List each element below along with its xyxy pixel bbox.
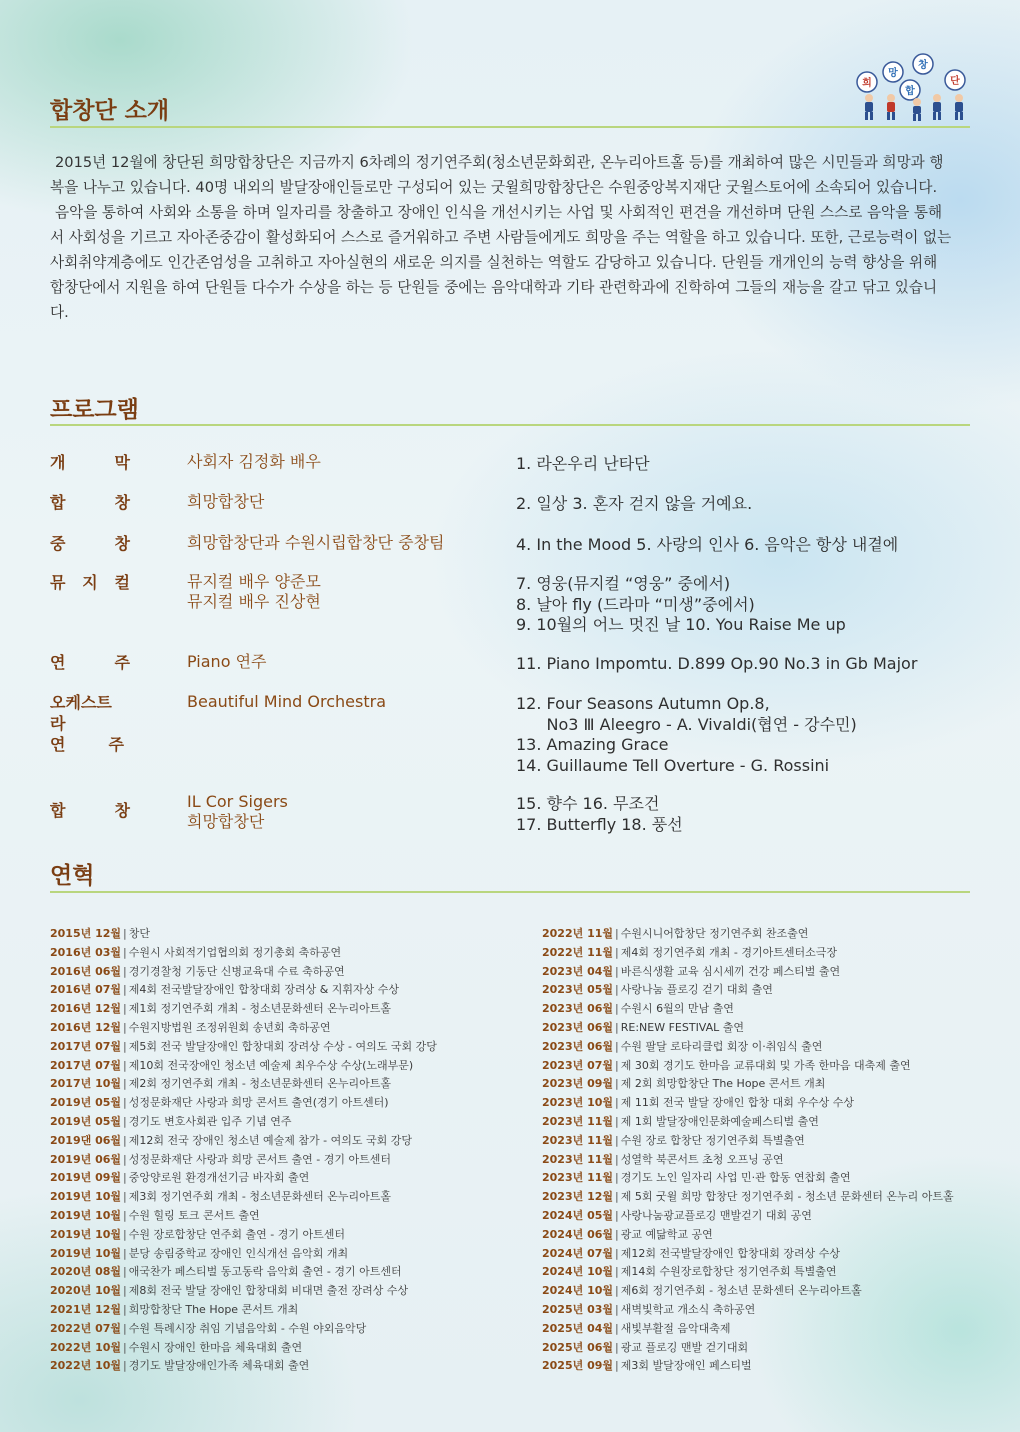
performer-line: 사회자 김정화 배우 bbox=[187, 452, 321, 471]
history-separator: | bbox=[123, 945, 127, 959]
history-item bbox=[50, 963, 437, 982]
history-text: 성정문화재단 사랑과 희망 콘서트 출연 - 경기 아트센터 bbox=[128, 1152, 391, 1166]
history-item bbox=[542, 1320, 954, 1339]
song-line: 8. 날아 fly (드라마 “미생”중에서) bbox=[516, 594, 755, 614]
history-text: 사랑나눔광교플로깅 맨발걷기 대회 공연 bbox=[620, 1208, 812, 1222]
history-separator: | bbox=[123, 1321, 127, 1335]
history-item bbox=[542, 981, 954, 1000]
category-label: 뮤 지 컬 bbox=[50, 573, 130, 592]
category-label: 연 주 bbox=[50, 653, 130, 672]
logo-char-1: 희 bbox=[862, 78, 872, 89]
history-item bbox=[50, 1075, 437, 1094]
history-date: 2022년 11월 bbox=[542, 927, 614, 940]
history-item bbox=[50, 1188, 437, 1207]
history-separator: | bbox=[123, 1246, 127, 1260]
program-songs bbox=[516, 694, 857, 776]
intro-rule bbox=[50, 126, 970, 128]
history-date: 2025년 06월 bbox=[542, 1340, 614, 1354]
history-separator: | bbox=[615, 1096, 619, 1110]
category-label: 오케스트라 bbox=[50, 693, 112, 733]
history-date: 2017년 07월 bbox=[50, 1039, 122, 1053]
performer-line: Beautiful Mind Orchestra bbox=[187, 692, 387, 711]
history-date: 2021년 12월 bbox=[50, 1302, 122, 1316]
song-line: 4. In the Mood 5. 사랑의 인사 6. 음악은 항상 내곁에 bbox=[516, 535, 899, 554]
history-separator: | bbox=[615, 1020, 619, 1034]
history-item bbox=[50, 1169, 437, 1188]
history-item bbox=[50, 1094, 437, 1113]
history-item bbox=[542, 1245, 954, 1264]
performer-line: 희망합창단 bbox=[187, 812, 265, 831]
history-separator: | bbox=[123, 1302, 127, 1316]
song-line: 7. 영웅(뮤지컬 “영웅” 중에서) bbox=[516, 574, 731, 593]
history-date: 2025년 04월 bbox=[542, 1321, 614, 1335]
logo-char-2: 망 bbox=[888, 68, 898, 79]
history-separator: | bbox=[615, 1058, 619, 1072]
history-text: 제12회 전국 장애인 청소년 예술제 참가 - 여의도 국회 강당 bbox=[128, 1133, 412, 1147]
history-separator: | bbox=[615, 1190, 619, 1204]
history-date: 2015년 12월 bbox=[50, 927, 122, 940]
history-separator: | bbox=[615, 1152, 619, 1166]
history-text: 제1회 정기연주회 개최 - 청소년문화센터 온누리아트홀 bbox=[128, 1002, 391, 1016]
history-date: 2022년 11월 bbox=[542, 945, 614, 959]
history-date: 2019년 10월 bbox=[50, 1208, 122, 1222]
choir-logo bbox=[855, 52, 975, 122]
song-line: 17. Butterfly 18. 풍선 bbox=[516, 814, 683, 834]
history-text: 제2회 정기연주회 개최 - 청소년문화센터 온누리아트홀 bbox=[128, 1077, 391, 1091]
song-line: No3 Ⅲ Aleegro - A. Vivaldi(협연 - 강수민) bbox=[516, 714, 857, 734]
history-separator: | bbox=[123, 1002, 127, 1016]
history-date: 2017년 07월 bbox=[50, 1058, 122, 1072]
program-songs bbox=[516, 794, 683, 835]
history-item bbox=[542, 963, 954, 982]
program-performer bbox=[187, 492, 264, 512]
history-item bbox=[542, 1075, 954, 1094]
history-date: 2016년 07월 bbox=[50, 983, 122, 997]
history-separator: | bbox=[123, 983, 127, 997]
history-rule bbox=[50, 891, 970, 893]
history-separator: | bbox=[615, 1171, 619, 1185]
history-separator: | bbox=[615, 1359, 619, 1373]
history-text: 수원 팔달 로타리클럽 회장 이·취임식 출연 bbox=[620, 1039, 823, 1053]
history-separator: | bbox=[615, 1002, 619, 1016]
history-separator: | bbox=[123, 1096, 127, 1110]
history-separator: | bbox=[123, 1208, 127, 1222]
history-text: 수원지방법원 조정위원회 송년회 축하공연 bbox=[128, 1020, 331, 1034]
category-label: 합 창 bbox=[50, 493, 130, 512]
history-separator: | bbox=[123, 1284, 127, 1298]
song-line: 9. 10월의 어느 멋진 날 10. You Raise Me up bbox=[516, 615, 846, 634]
history-text: 희망합창단 The Hope 콘서트 개최 bbox=[128, 1302, 299, 1316]
history-item bbox=[50, 1263, 437, 1282]
history-list-left bbox=[50, 925, 437, 1376]
history-separator: | bbox=[615, 1265, 619, 1279]
history-text: 제5회 전국 발달장애인 합창대회 장려상 수상 - 여의도 국회 강당 bbox=[128, 1039, 437, 1053]
history-date: 2022년 10월 bbox=[50, 1340, 122, 1354]
history-separator: | bbox=[615, 983, 619, 997]
category-label: 합 창 bbox=[50, 801, 130, 820]
history-date: 2023년 11월 bbox=[542, 1133, 614, 1147]
history-date: 2023년 07월 bbox=[542, 1058, 614, 1072]
program-songs bbox=[516, 535, 898, 556]
history-separator: | bbox=[123, 964, 127, 978]
program-performer bbox=[187, 652, 266, 672]
history-text: 수원시 6월의 만남 출연 bbox=[620, 1002, 734, 1016]
history-date: 2016년 06월 bbox=[50, 964, 122, 978]
category-label: 중 창 bbox=[50, 534, 130, 553]
history-text: 경기경찰청 기동단 신병교육대 수료 축하공연 bbox=[128, 964, 345, 978]
history-item bbox=[542, 1207, 954, 1226]
history-separator: | bbox=[123, 1171, 127, 1185]
history-text: 수원시 사회적기업협의회 정기총회 축하공연 bbox=[128, 945, 342, 959]
program-category bbox=[50, 533, 130, 554]
history-date: 2017년 10월 bbox=[50, 1077, 122, 1091]
history-date: 2019년 10월 bbox=[50, 1190, 122, 1204]
history-separator: | bbox=[615, 1340, 619, 1354]
history-date: 2019년 10월 bbox=[50, 1227, 122, 1241]
history-date: 2023년 05월 bbox=[542, 983, 614, 997]
history-text: 제 5회 굿윌 희망 합창단 정기연주회 - 청소년 문화센터 온누리 아트홀 bbox=[620, 1190, 954, 1204]
history-separator: | bbox=[123, 1058, 127, 1072]
history-date: 2024년 07월 bbox=[542, 1246, 614, 1260]
program-category bbox=[50, 572, 130, 593]
history-separator: | bbox=[615, 1208, 619, 1222]
history-item bbox=[542, 1226, 954, 1245]
history-separator: | bbox=[615, 1227, 619, 1241]
history-item bbox=[50, 1245, 437, 1264]
history-date: 2019년 05월 bbox=[50, 1096, 122, 1110]
history-item bbox=[50, 1019, 437, 1038]
program-performer bbox=[187, 533, 444, 553]
history-item bbox=[50, 1038, 437, 1057]
history-item bbox=[542, 1019, 954, 1038]
history-separator: | bbox=[615, 1302, 619, 1316]
history-date: 2023년 06월 bbox=[542, 1020, 614, 1034]
history-date: 2019년 09월 bbox=[50, 1171, 122, 1185]
history-text: 제14회 수원장로합창단 정기연주회 특별출연 bbox=[620, 1265, 837, 1279]
history-text: 제8회 전국 발달 장애인 합창대회 비대면 출전 장려상 수상 bbox=[128, 1284, 409, 1298]
history-date: 2016년 03월 bbox=[50, 945, 122, 959]
history-date: 2025년 03월 bbox=[542, 1302, 614, 1316]
intro-text bbox=[50, 150, 955, 325]
history-item bbox=[50, 1057, 437, 1076]
history-text: 제3회 정기연주회 개최 - 청소년문화센터 온누리아트홀 bbox=[128, 1190, 391, 1204]
song-line: 13. Amazing Grace bbox=[516, 735, 669, 754]
history-item bbox=[542, 1038, 954, 1057]
performer-line: Piano 연주 bbox=[187, 652, 267, 671]
program-rule bbox=[50, 424, 970, 426]
history-item bbox=[542, 1339, 954, 1358]
history-text: 새벽빛학교 개소식 축하공연 bbox=[620, 1302, 756, 1316]
program-category bbox=[50, 492, 130, 513]
history-item bbox=[542, 1169, 954, 1188]
history-item bbox=[542, 1151, 954, 1170]
history-item bbox=[542, 925, 954, 944]
program-performer bbox=[187, 452, 321, 472]
history-text: 성정문화재단 사랑과 희망 콘서트 출연(경기 아트센터) bbox=[128, 1096, 389, 1110]
history-date: 2024년 10월 bbox=[542, 1265, 614, 1279]
history-date: 2023년 06월 bbox=[542, 1002, 614, 1016]
history-text: 제 2회 희망합창단 The Hope 콘서트 개최 bbox=[620, 1077, 826, 1091]
history-separator: | bbox=[615, 964, 619, 978]
history-date: 2016년 12월 bbox=[50, 1020, 122, 1034]
history-date: 2023년 11월 bbox=[542, 1171, 614, 1185]
history-separator: | bbox=[123, 1227, 127, 1241]
history-date: 2023년 11월 bbox=[542, 1114, 614, 1128]
history-date: 2019년 06월 bbox=[50, 1152, 122, 1166]
history-text: 수원 장로합창단 연주회 출연 - 경기 아트센터 bbox=[128, 1227, 345, 1241]
program-performer bbox=[187, 572, 321, 612]
history-separator: | bbox=[615, 1284, 619, 1298]
history-text: 광교 플로깅 맨발 걷기대회 bbox=[620, 1340, 749, 1354]
intro-paragraph-1: 2015년 12월에 창단된 희망합창단은 지금까지 6차례의 정기연주회(청소년문화회관, 온누리아트홀 등)를 개최하여 많은 시민들과 희망과 행복을 나누고 있습니다. 40명 내외의 발달장애인들로만 구성되어 있는 굿윌희망합창단은 수원중앙복지재단 굿윌스토어에 소속되어 있습니다. bbox=[50, 154, 944, 196]
performer-line: 뮤지컬 배우 양준모 bbox=[187, 572, 321, 591]
history-text: 제4회 전국발달장애인 합창대회 장려상 & 지휘자상 수상 bbox=[128, 983, 400, 997]
history-date: 2024년 05월 bbox=[542, 1208, 614, 1222]
history-date: 2023년 04월 bbox=[542, 964, 614, 978]
history-item bbox=[50, 1226, 437, 1245]
history-text: 제6회 정기연주회 - 청소년 문화센터 온누리아트홀 bbox=[620, 1284, 862, 1298]
performer-line: IL Cor Sigers bbox=[187, 792, 288, 811]
history-separator: | bbox=[615, 1133, 619, 1147]
history-date: 2023년 12월 bbox=[542, 1190, 614, 1204]
history-text: 제 30회 경기도 한마음 교류대회 및 가족 한마음 대축제 출연 bbox=[620, 1058, 911, 1072]
history-separator: | bbox=[123, 1039, 127, 1053]
history-date: 2016년 12월 bbox=[50, 1002, 122, 1016]
history-text: 새빛부활절 음악대축제 bbox=[620, 1321, 731, 1335]
history-separator: | bbox=[123, 1265, 127, 1279]
history-item bbox=[50, 1320, 437, 1339]
history-item bbox=[542, 1282, 954, 1301]
history-separator: | bbox=[123, 1359, 127, 1373]
program-category bbox=[50, 652, 130, 673]
history-item bbox=[50, 1113, 437, 1132]
history-text: 경기도 노인 일자리 사업 민·관 합동 연찹회 출연 bbox=[620, 1171, 851, 1185]
history-text: 수원시니어합창단 정기연주회 찬조출연 bbox=[620, 927, 809, 940]
history-item bbox=[542, 944, 954, 963]
history-separator: | bbox=[615, 1246, 619, 1260]
history-item bbox=[50, 1339, 437, 1358]
history-date: 2019댄 06월 bbox=[50, 1133, 122, 1147]
history-text: 제10회 전국장애인 청소년 예술제 최우수상 수상(노래부문) bbox=[128, 1058, 414, 1072]
category-label: 연 주 bbox=[50, 735, 124, 754]
history-date: 2020년 10월 bbox=[50, 1284, 122, 1298]
history-separator: | bbox=[615, 927, 619, 940]
history-date: 2019년 05월 bbox=[50, 1114, 122, 1128]
history-separator: | bbox=[615, 1039, 619, 1053]
history-item bbox=[542, 1094, 954, 1113]
history-item bbox=[50, 1207, 437, 1226]
program-songs bbox=[516, 454, 650, 475]
program-performer bbox=[187, 792, 288, 832]
history-text: 수원 힐링 토크 콘서트 출연 bbox=[128, 1208, 260, 1222]
history-date: 2022년 10월 bbox=[50, 1359, 122, 1373]
history-text: 수원 특례시장 취임 기념음악회 - 수원 야외음악당 bbox=[128, 1321, 367, 1335]
song-line: 11. Piano Impomtu. D.899 Op.90 No.3 in Gb Major bbox=[516, 654, 918, 673]
history-item bbox=[50, 1357, 437, 1376]
history-text: 제 1회 발달장애인문화예술페스티벌 출연 bbox=[620, 1114, 819, 1128]
history-date: 2023년 10월 bbox=[542, 1096, 614, 1110]
history-date: 2019년 10월 bbox=[50, 1246, 122, 1260]
history-separator: | bbox=[123, 1190, 127, 1204]
history-text: 광교 예닮학교 공연 bbox=[620, 1227, 713, 1241]
performer-line: 희망합창단 bbox=[187, 492, 265, 511]
history-date: 2024년 10월 bbox=[542, 1284, 614, 1298]
history-text: 제12회 전국발달장애인 합창대회 장려상 수상 bbox=[620, 1246, 840, 1260]
history-item bbox=[50, 1151, 437, 1170]
history-list-right bbox=[542, 925, 954, 1376]
history-text: 수원시 장애인 한마음 체육대회 출연 bbox=[128, 1340, 303, 1354]
performer-line: 희망합창단과 수원시립합창단 중창팀 bbox=[187, 533, 445, 552]
history-item bbox=[50, 981, 437, 1000]
logo-char-4: 합 bbox=[905, 86, 915, 97]
history-date: 2024년 06월 bbox=[542, 1227, 614, 1241]
history-item bbox=[542, 1057, 954, 1076]
history-separator: | bbox=[123, 1020, 127, 1034]
history-text: 제4회 정기연주회 개최 - 경기아트센터소극장 bbox=[620, 945, 837, 959]
song-line: 2. 일상 3. 혼자 걷지 않을 거예요. bbox=[516, 494, 753, 513]
history-date: 2023년 09월 bbox=[542, 1077, 614, 1091]
history-item bbox=[542, 1113, 954, 1132]
history-item bbox=[542, 1000, 954, 1019]
history-date: 2023년 11월 bbox=[542, 1152, 614, 1166]
history-text: 경기도 발달장애인가족 체육대회 출연 bbox=[128, 1359, 310, 1373]
history-separator: | bbox=[123, 1077, 127, 1091]
history-item bbox=[542, 1357, 954, 1376]
history-date: 2020년 08월 bbox=[50, 1265, 122, 1279]
intro-title: 합창단 소개 bbox=[50, 98, 170, 124]
history-text: 제3회 발달장애인 페스티벌 bbox=[620, 1359, 752, 1373]
program-performer bbox=[187, 692, 386, 712]
program-category bbox=[50, 692, 124, 755]
history-separator: | bbox=[123, 927, 127, 940]
history-text: 경기도 변호사회관 입주 기념 연주 bbox=[128, 1114, 292, 1128]
program-songs bbox=[516, 654, 917, 675]
history-item bbox=[50, 1132, 437, 1151]
intro-paragraph-2: 음악을 통하여 사회와 소통을 하며 일자리를 창출하고 장애인 인식을 개선시키는 사업 및 사회적인 편견을 개선하며 단원 스스로 음악을 통해서 사회성을 기르고 자아존중감이 활성화되어 스스로 즐거워하고 주변 사람들에게도 희망을 주는 역할을 하고 있습니다. 또한, 근로능력이 없는 사회취약계층에도 인간존엄성을 고취하고 자아실현의 새로운 의지를 실천하는 역할도 감당하고 있습니다. 단원들 개개인의 능력 향상을 위해 합창단에서 지원을 하여 단원들 다수가 수상을 하는 등 단원들 중에는 음악대학과 기타 관련학과에 진학하여 그들의 재능을 갈고 닦고 있습니다. bbox=[50, 204, 952, 321]
history-separator: | bbox=[123, 1133, 127, 1147]
song-line: 14. Guillaume Tell Overture - G. Rossini bbox=[516, 755, 830, 775]
history-date: 2022년 07월 bbox=[50, 1321, 122, 1335]
history-item bbox=[50, 944, 437, 963]
performer-line: 뮤지컬 배우 진상현 bbox=[187, 592, 321, 611]
history-title: 연혁 bbox=[50, 863, 95, 889]
program-title: 프로그램 bbox=[50, 397, 139, 423]
history-text: 사랑나눔 플로깅 걷기 대회 출연 bbox=[620, 983, 773, 997]
song-line: 1. 라온우리 난타단 bbox=[516, 454, 650, 473]
history-item bbox=[542, 1301, 954, 1320]
history-item bbox=[50, 1000, 437, 1019]
program-category bbox=[50, 800, 130, 821]
history-text: 분당 송림중학교 장애인 인식개선 음악회 개최 bbox=[128, 1246, 349, 1260]
history-text: 창단 bbox=[128, 927, 150, 940]
history-item bbox=[542, 1132, 954, 1151]
history-item bbox=[542, 1263, 954, 1282]
history-item bbox=[50, 1282, 437, 1301]
history-separator: | bbox=[615, 1321, 619, 1335]
history-text: RE:NEW FESTIVAL 출연 bbox=[620, 1020, 745, 1034]
history-date: 2023년 06월 bbox=[542, 1039, 614, 1053]
program-songs bbox=[516, 574, 846, 636]
logo-char-5: 단 bbox=[950, 76, 960, 87]
history-text: 애국찬가 페스티벌 동고동락 음악회 출연 - 경기 아트센터 bbox=[128, 1265, 402, 1279]
history-text: 제 11회 전국 발달 장애인 합창 대회 우수상 수상 bbox=[620, 1096, 854, 1110]
history-item bbox=[50, 1301, 437, 1320]
history-separator: | bbox=[615, 1077, 619, 1091]
history-text: 바른식생활 교육 심시세끼 건강 페스티벌 출연 bbox=[620, 964, 841, 978]
history-text: 수원 장로 합창단 정기연주회 특별출연 bbox=[620, 1133, 805, 1147]
history-item bbox=[50, 925, 437, 944]
song-line: 15. 향수 16. 무조건 bbox=[516, 794, 660, 813]
history-item bbox=[542, 1188, 954, 1207]
logo-char-3: 창 bbox=[918, 60, 928, 71]
history-separator: | bbox=[123, 1340, 127, 1354]
history-separator: | bbox=[615, 945, 619, 959]
history-text: 성열학 북콘서트 초청 오프닝 공연 bbox=[620, 1152, 784, 1166]
song-line: 12. Four Seasons Autumn Op.8, bbox=[516, 694, 770, 713]
history-date: 2025년 09월 bbox=[542, 1359, 614, 1373]
history-text: 중앙양로원 환경개선기금 바자회 출연 bbox=[128, 1171, 310, 1185]
history-separator: | bbox=[123, 1114, 127, 1128]
history-separator: | bbox=[615, 1114, 619, 1128]
program-category bbox=[50, 452, 130, 473]
category-label: 개 막 bbox=[50, 453, 130, 472]
history-separator: | bbox=[123, 1152, 127, 1166]
program-songs bbox=[516, 494, 752, 515]
